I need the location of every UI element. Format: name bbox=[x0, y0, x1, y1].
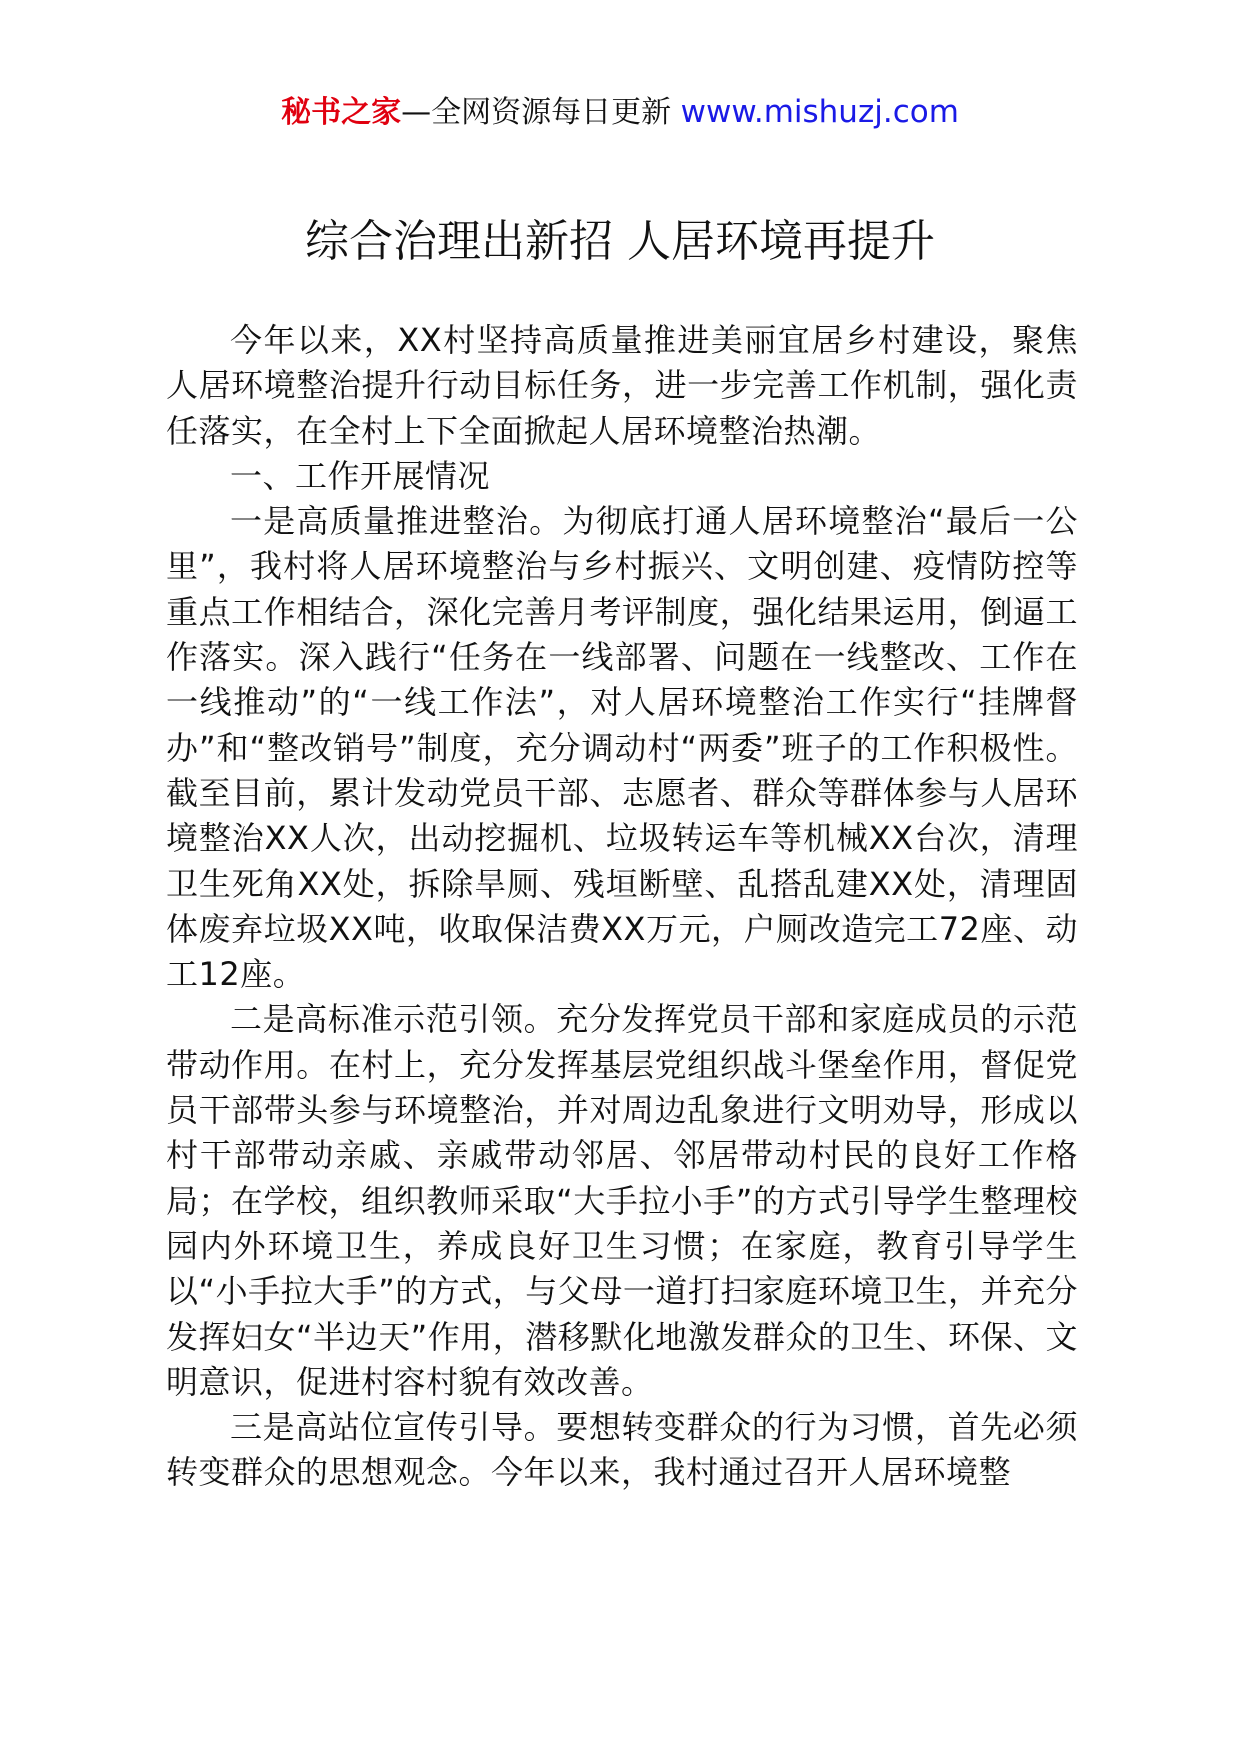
paragraph-point-three: 三是高站位宣传引导。要想转变群众的行为习惯，首先必须转变群众的思想观念。今年以来，我村通过召开人居环境整 bbox=[166, 1408, 1078, 1492]
site-tagline: —全网资源每日更新 bbox=[401, 95, 672, 130]
paragraph-intro: 今年以来，XX村坚持高质量推进美丽宜居乡村建设，聚焦人居环境整治提升行动目标任务，进一步完善工作机制，强化责任落实，在全村上下全面掀起人居环境整治热潮。 bbox=[166, 321, 1078, 450]
document-body bbox=[166, 318, 1078, 1496]
document-title: 综合治理出新招 人居环境再提升 bbox=[305, 216, 935, 267]
paragraph-point-two: 二是高标准示范引领。充分发挥党员干部和家庭成员的示范带动作用。在村上，充分发挥基层党组织战斗堡垒作用，督促党员干部带头参与环境整治，并对周边乱象进行文明劝导，形成以村干部带动亲戚、亲戚带动邻居、邻居带动村民的良好工作格局；在学校，组织教师采取“大手拉小手”的方式引导学生整理校园内外环境卫生，养成良好卫生习惯；在家庭，教育引导学生以“小手拉大手”的方式，与父母一道打扫家庭环境卫生，并充分发挥妇女“半边天”作用，潜移默化地激发群众的卫生、环保、文明意识，促进村容村貌有效改善。 bbox=[166, 1000, 1078, 1401]
site-url-link[interactable]: www.mishuzj.com bbox=[680, 94, 959, 130]
section-heading: 一、工作开展情况 bbox=[230, 456, 491, 495]
site-brand: 秘书之家 bbox=[281, 95, 402, 130]
paragraph-point-one: 一是高质量推进整治。为彻底打通人居环境整治“最后一公里”，我村将人居环境整治与乡村振兴、文明创建、疫情防控等重点工作相结合，深化完善月考评制度，强化结果运用，倒逼工作落实。深入践行“任务在一线部署、问题在一线整改、工作在一线推动”的“一线工作法”，对人居环境整治工作实行“挂牌督办”和“整改销号”制度，充分调动村“两委”班子的工作积极性。截至目前，累计发动党员干部、志愿者、群众等群体参与人居环境整治XX人次，出动挖掘机、垃圾转运车等机械XX台次，清理卫生死角XX处，拆除旱厕、残垣断壁、乱搭乱建XX处，清理固体废弃垃圾XX吨，收取保洁费XX万元，户厕改造完工72座、动工12座。 bbox=[166, 502, 1078, 994]
site-header bbox=[0, 92, 1240, 133]
